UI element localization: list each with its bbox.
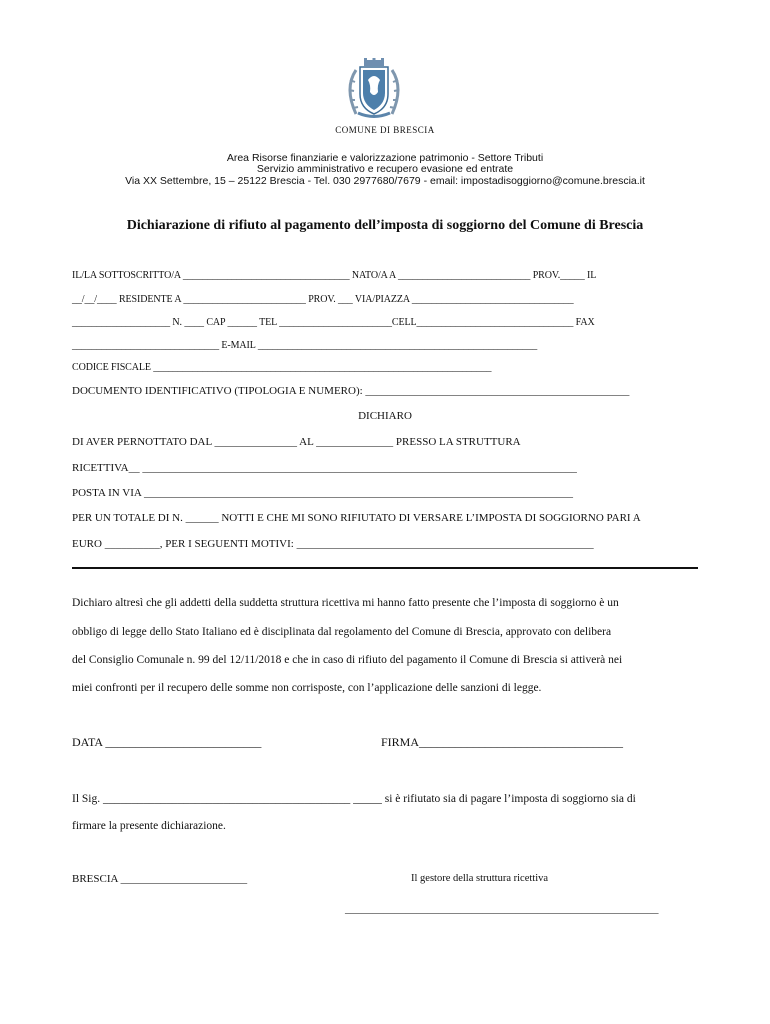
- header-line-address: Via XX Settembre, 15 – 25122 Brescia - Tel. 030 2977680/7679 - email: impostadisoggiorno@comune.brescia.it: [125, 175, 645, 187]
- form-line-nights: PER UN TOTALE DI N. ______ NOTTI E CHE MI SONO RIFIUTATO DI VERSARE L’IMPOSTA DI SOGGIORNO PARI A: [72, 512, 641, 524]
- place-field: BRESCIA _______________________: [72, 873, 248, 885]
- form-line-fiscal-code: CODICE FISCALE _____________________________________________________________________: [72, 362, 492, 373]
- section-divider: [72, 567, 698, 569]
- refusal-statement-line-1: Il Sig. ___________________________________________ _____ si è rifiutato sia di pagare l’imposta di soggiorno sia di: [72, 793, 636, 805]
- form-line-structure: RICETTIVA__ _______________________________________________________________________________: [72, 462, 577, 474]
- header-line-area: Area Risorse finanziarie e valorizzazione patrimonio - Settore Tributi: [226, 152, 544, 164]
- paragraph-line-1: Dichiaro altresì che gli addetti della suddetta struttura ricettiva mi hanno fatto presente che l’imposta di soggiorno è un: [72, 597, 619, 609]
- manager-label: Il gestore della struttura ricettiva: [411, 873, 549, 884]
- form-line-id-document: DOCUMENTO IDENTIFICATIVO (TIPOLOGIA E NUMERO): ________________________________________________: [72, 385, 630, 397]
- form-line-name: IL/LA SOTTOSCRITTO/A __________________________________ NATO/A A ___________________________ PROV._____ IL: [72, 270, 597, 281]
- form-line-contacts: ____________________ N. ____ CAP ______ TEL _______________________CELL________________________________ FAX: [72, 317, 595, 328]
- signature-field: FIRMA__________________________________: [381, 735, 624, 749]
- manager-signature-line: _________________________________________________________: [345, 903, 659, 915]
- refusal-statement-line-2: firmare la presente dichiarazione.: [72, 820, 226, 832]
- date-field: DATA __________________________: [72, 735, 262, 749]
- form-line-street: POSTA IN VIA ______________________________________________________________________________: [72, 487, 573, 499]
- form-line-stay-dates: DI AVER PERNOTTATO DAL _______________ AL ______________ PRESSO LA STRUTTURA: [72, 436, 521, 448]
- paragraph-line-3: del Consiglio Comunale n. 99 del 12/11/2018 e che in caso di rifiuto del pagamento il Comune di Brescia si attiverà nei: [72, 654, 623, 666]
- form-line-amount-reasons: EURO __________, PER I SEGUENTI MOTIVI: ______________________________________________________: [72, 538, 594, 550]
- document-title: Dichiarazione di rifiuto al pagamento dell’imposta di soggiorno del Comune di Brescia: [126, 218, 644, 233]
- declaration-heading: DICHIARO: [358, 410, 412, 422]
- logo-caption: COMUNE DI BRESCIA: [335, 125, 435, 135]
- header-line-service: Servizio amministrativo e recupero evasione ed entrate: [256, 163, 514, 175]
- paragraph-line-4: miei confronti per il recupero delle somme non corrisposte, con l’applicazione delle sanzioni di legge.: [72, 682, 542, 694]
- brescia-coat-of-arms-icon: [334, 58, 414, 122]
- form-line-email: ______________________________ E-MAIL _________________________________________________________: [72, 340, 538, 351]
- paragraph-line-2: obbligo di legge dello Stato Italiano ed è disciplinata dal regolamento del Comune di Brescia, approvato con delibera: [72, 626, 612, 638]
- form-line-residence: __/__/____ RESIDENTE A _________________________ PROV. ___ VIA/PIAZZA _________________________________: [72, 294, 574, 305]
